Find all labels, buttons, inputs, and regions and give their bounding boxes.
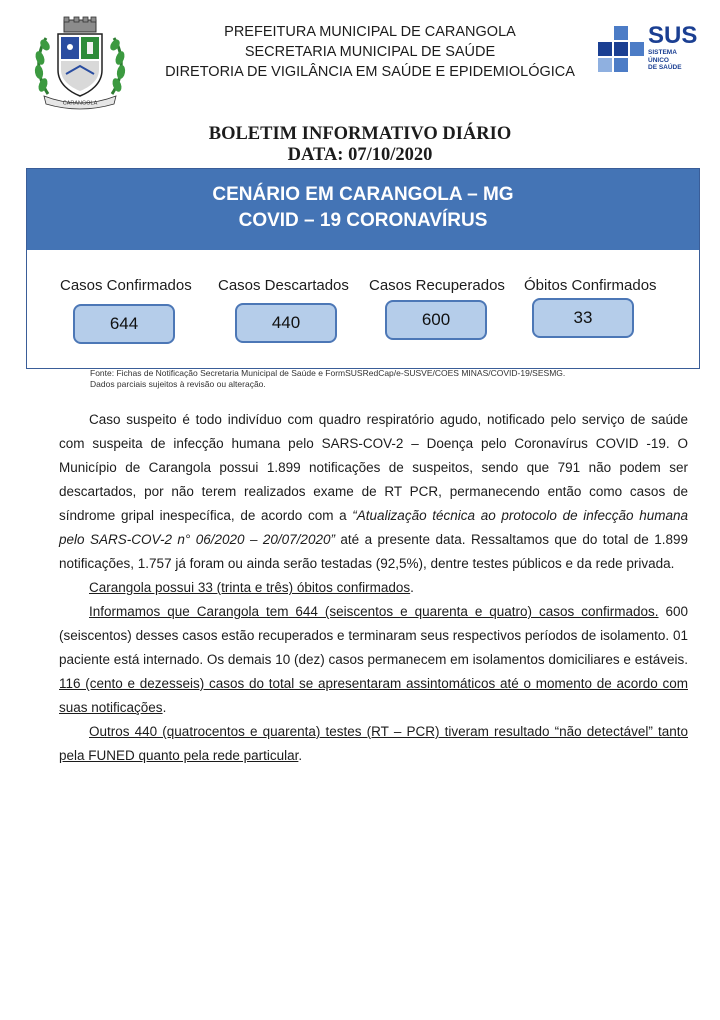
source-line: Dados parciais sujeitos à revisão ou alteração. bbox=[90, 378, 266, 389]
deaths-statement: Carangola possui 33 (trinta e três) óbitos confirmados bbox=[89, 580, 411, 595]
bulletin-title bbox=[0, 124, 720, 166]
text-run: . bbox=[162, 700, 167, 715]
sus-sub-line: DE SAÚDE bbox=[648, 64, 682, 71]
bulletin-title-line: BOLETIM INFORMATIVO DIÁRIO bbox=[208, 124, 512, 144]
text-run: até a presente data. Ressaltamos que do total de 1.899 notificações, 1.757 já foram ou ainda serão testadas (92,5%), dentre testes públicos e da rede privada. bbox=[59, 532, 688, 571]
paragraph-deaths bbox=[59, 576, 688, 600]
municipal-crest-logo bbox=[30, 14, 130, 110]
confirmed-statement: Informamos que Carangola tem 644 (seiscentos e quarenta e quatro) casos confirmados. bbox=[89, 604, 659, 619]
crest-banner-text: CARANGOLA bbox=[62, 100, 98, 107]
sus-sub-line: ÚNICO bbox=[648, 56, 669, 64]
text-run: . bbox=[410, 580, 414, 595]
negative-tests-statement: Outros 440 (quatrocentos e quarenta) testes (RT – PCR) tiveram resultado “não detectável” tanto pela FUNED quanto pela rede particular bbox=[59, 724, 688, 763]
source-line: Fonte: Fichas de Notificação Secretaria Municipal de Saúde e FormSUSRedCap/e-SUSVE/COES MINAS/COVID-19/SESMG. bbox=[90, 368, 566, 378]
bulletin-date: DATA: 07/10/2020 bbox=[287, 145, 433, 165]
header-line-prefeitura: PREFEITURA MUNICIPAL DE CARANGOLA bbox=[224, 24, 516, 40]
source-note bbox=[90, 368, 565, 389]
stat-label-confirmed: Casos Confirmados bbox=[60, 277, 192, 294]
header-line-secretaria: SECRETARIA MUNICIPAL DE SAÚDE bbox=[244, 44, 496, 60]
paragraph-confirmed-cases bbox=[59, 600, 688, 720]
sus-sub-line: SISTEMA bbox=[648, 49, 677, 56]
protocol-reference: “Atualização técnica ao protocolo de infecção humana pelo SARS-COV-2 n° 06/2020 – 20/07/2020” bbox=[59, 508, 688, 547]
asymptomatic-statement: 116 (cento e dezesseis) casos do total se apresentaram assintomáticos até o momento de acordo com suas notificações bbox=[59, 676, 688, 715]
sus-logo bbox=[598, 22, 698, 86]
paragraph-suspect-cases bbox=[59, 408, 688, 576]
text-run: 600 (seiscentos) desses casos estão recuperados e terminaram seus respectivos períodos de isolamento. 01 paciente está internado. Os demais 10 (dez) casos permanecem em isolamentos domiciliares e estáveis. bbox=[59, 604, 688, 667]
body-text bbox=[59, 408, 688, 768]
stat-value-discarded: 440 bbox=[235, 303, 337, 343]
stat-value-recovered: 600 bbox=[385, 300, 487, 340]
stats-row bbox=[27, 250, 699, 368]
header-line-diretoria: DIRETORIA DE VIGILÂNCIA EM SAÚDE E EPIDEMIOLÓGICA bbox=[165, 64, 575, 80]
panel-header-line: CENÁRIO EM CARANGOLA – MG bbox=[212, 184, 514, 205]
sus-cross-icon bbox=[598, 26, 646, 84]
stat-value-confirmed: 644 bbox=[73, 304, 175, 344]
stat-label-discarded: Casos Descartados bbox=[218, 277, 349, 294]
text-run: Caso suspeito é todo indivíduo com quadro respiratório agudo, notificado pelo serviço de saúde com suspeita de infecção humana pelo SARS-COV-2 – Doença pelo Coronavírus COVID -19. O Município de Carangola possui 1.899 notificações de suspeitos, sendo que 791 não podem ser descartados, por não terem realizados exame de RT PCR, permanecendo então como casos de síndrome gripal inespecífica, de acordo com a bbox=[59, 412, 688, 523]
stat-label-recovered: Casos Recuperados bbox=[369, 277, 505, 294]
sus-word: SUS bbox=[648, 22, 698, 49]
header-block bbox=[150, 22, 590, 82]
panel-header-line: COVID – 19 CORONAVÍRUS bbox=[238, 210, 488, 231]
sus-subtitle bbox=[648, 49, 682, 72]
stat-label-deaths: Óbitos Confirmados bbox=[524, 277, 657, 294]
panel-header bbox=[27, 169, 699, 250]
covid-scenario-panel bbox=[26, 168, 700, 369]
text-run: . bbox=[298, 748, 303, 763]
paragraph-negative-tests bbox=[59, 720, 688, 768]
stat-value-deaths: 33 bbox=[532, 298, 634, 338]
